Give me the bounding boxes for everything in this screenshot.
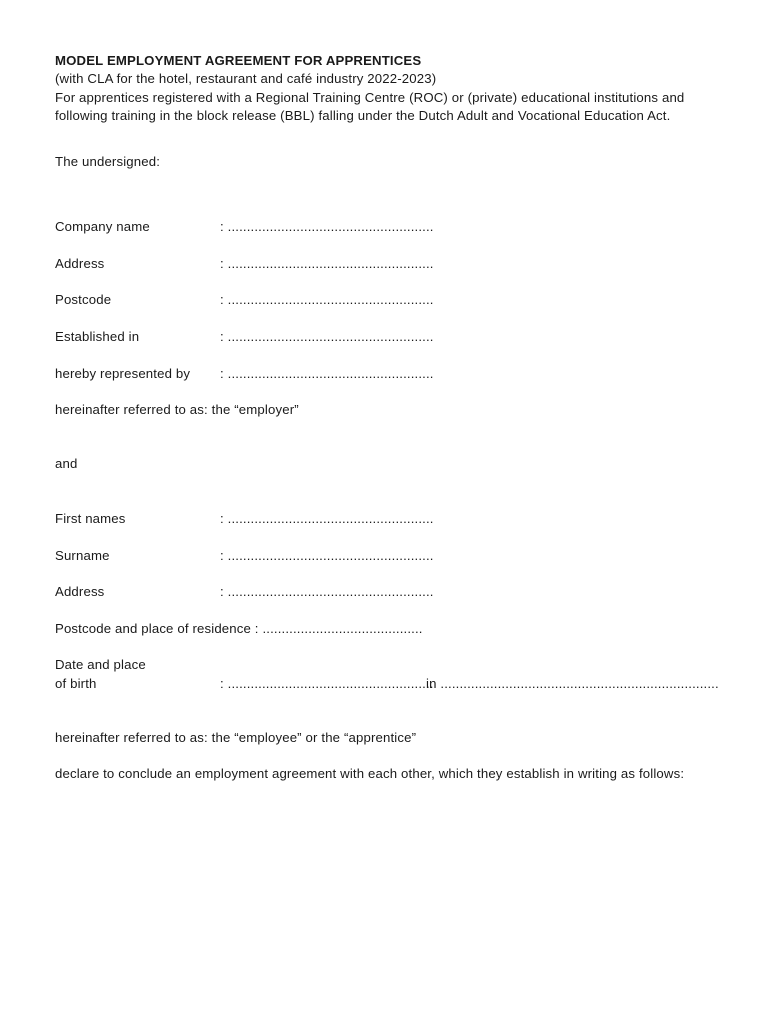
employer-reference-text: hereinafter referred to as: the “employer” <box>55 402 299 417</box>
document-subtitle-scope-1: For apprentices registered with a Regional Training Centre (ROC) or (private) educational institutions and <box>55 90 685 105</box>
first-names-blank[interactable]: : ...................................................... <box>220 511 434 526</box>
established-in-blank[interactable]: : ...................................................... <box>220 329 434 344</box>
document-title: MODEL EMPLOYMENT AGREEMENT FOR APPRENTICES <box>55 53 422 68</box>
intro-text: The undersigned: <box>55 154 161 169</box>
birth-label-line2: of birth <box>55 676 97 691</box>
represented-by-label: hereby represented by <box>55 366 191 381</box>
document-subtitle-scope-2: following training in the block release (BBL) falling under the Dutch Adult and Vocational Education Act. <box>55 108 671 123</box>
employee-address-label: Address <box>55 584 105 599</box>
first-names-label: First names <box>55 511 126 526</box>
employer-postcode-label: Postcode <box>55 292 112 307</box>
and-text: and <box>55 456 78 471</box>
birth-label-line1: Date and place <box>55 657 146 672</box>
established-in-label: Established in <box>55 329 140 344</box>
employer-address-label: Address <box>55 256 105 271</box>
company-name-blank[interactable]: : ...................................................... <box>220 219 434 234</box>
surname-blank[interactable]: : ...................................................... <box>220 548 434 563</box>
represented-by-blank[interactable]: : ...................................................... <box>220 366 434 381</box>
postcode-residence-field[interactable]: Postcode and place of residence : .......................................... <box>55 621 423 636</box>
company-name-label: Company name <box>55 219 150 234</box>
birth-date-blank[interactable]: : ...................................................... <box>220 676 434 691</box>
birth-place-blank[interactable]: in ......................................................................... <box>426 676 719 691</box>
employer-address-blank[interactable]: : ...................................................... <box>220 256 434 271</box>
declaration-text: declare to conclude an employment agreement with each other, which they establish in writing as follows: <box>55 766 685 781</box>
employer-postcode-blank[interactable]: : ...................................................... <box>220 292 434 307</box>
surname-label: Surname <box>55 548 110 563</box>
employee-reference-text: hereinafter referred to as: the “employee” or the “apprentice” <box>55 730 417 745</box>
document-subtitle-cla: (with CLA for the hotel, restaurant and café industry 2022-2023) <box>55 71 437 86</box>
employee-address-blank[interactable]: : ...................................................... <box>220 584 434 599</box>
